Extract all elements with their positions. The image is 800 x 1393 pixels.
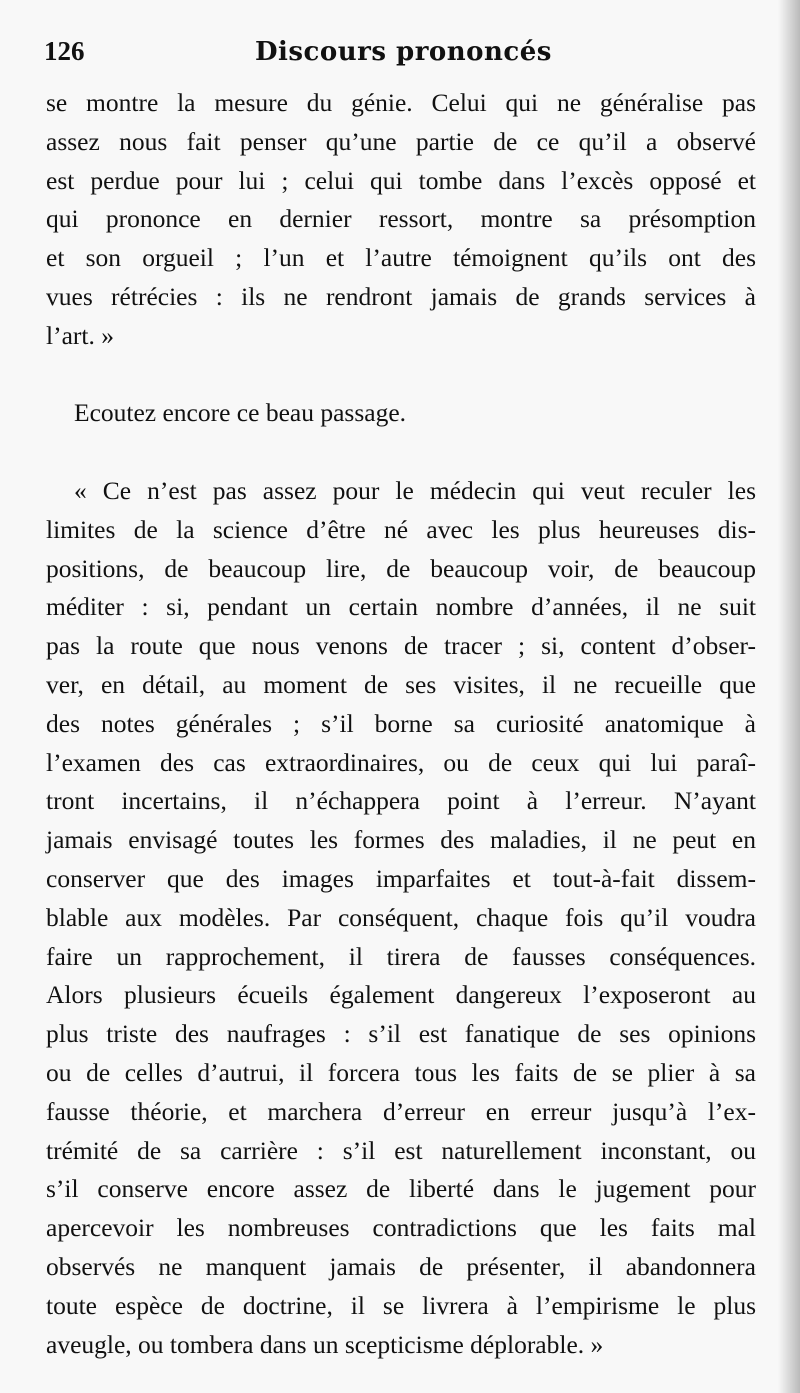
text-line: faire un rapprochement, il tirera de fausses conséquences. (46, 941, 756, 971)
paragraph-2 (46, 394, 756, 433)
text-line: vues rétrécies : ils ne rendront jamais de grands services à (46, 281, 756, 311)
page-edge-shadow (778, 0, 800, 1393)
text-line: assez nous fait penser qu’une partie de ce qu’il a observé (46, 126, 756, 156)
text-line: aveugle, ou tombera dans un scepticisme déplorable. » (46, 1329, 604, 1359)
text-line: l’examen des cas extraordinaires, ou de ceux qui lui paraî- (46, 747, 756, 777)
text-line: apercevoir les nombreuses contradictions que les faits mal (46, 1213, 756, 1243)
text-line: jamais envisagé toutes les formes des maladies, il ne peut en (46, 825, 756, 855)
page-number: 126 (44, 36, 85, 66)
text-line: limites de la science d’être né avec les plus heureuses dis- (46, 514, 756, 544)
text-line: observés ne manquent jamais de présenter, il abandonnera (46, 1251, 756, 1281)
running-head: Discours prononcés (255, 37, 552, 67)
paragraph-1 (46, 84, 756, 356)
text-line: qui prononce en dernier ressort, montre sa présomption (46, 204, 756, 234)
page-header (44, 30, 744, 80)
text-line: ver, en détail, au moment de ses visites, il ne recueille que (46, 669, 756, 699)
paragraph-gap (46, 433, 756, 472)
text-line: pas la route que nous venons de tracer ; si, content d’obser- (46, 631, 756, 661)
text-line: fausse théorie, et marchera d’erreur en erreur jusqu’à l’ex- (46, 1096, 756, 1126)
text-line: s’il conserve encore assez de liberté dans le jugement pour (46, 1174, 756, 1204)
text-line: et son orgueil ; l’un et l’autre témoignent qu’ils ont des (46, 243, 756, 273)
paragraph-3 (46, 472, 756, 1364)
text-line: méditer : si, pendant un certain nombre d’années, il ne suit (46, 592, 756, 622)
text-line: est perdue pour lui ; celui qui tombe dans l’excès opposé et (46, 165, 756, 195)
text-line: trémité de sa carrière : s’il est naturellement inconstant, ou (46, 1135, 756, 1165)
text-line: conserver que des images imparfaites et tout-à-fait dissem- (46, 863, 756, 893)
text-line: se montre la mesure du génie. Celui qui ne généralise pas (46, 88, 756, 117)
paragraph-gap (46, 356, 756, 395)
text-line: tront incertains, il n’échappera point à l’erreur. N’ayant (46, 786, 756, 816)
body-text (46, 84, 756, 1364)
text-line: blable aux modèles. Par conséquent, chaque fois qu’il voudra (46, 902, 756, 932)
text-line: « Ce n’est pas assez pour le médecin qui veut reculer les (74, 475, 756, 505)
text-line: toute espèce de doctrine, il se livrera à l’empirisme le plus (46, 1290, 756, 1320)
text-line: ou de celles d’autrui, il forcera tous les faits de se plier à sa (46, 1057, 756, 1087)
text-line: l’art. » (46, 320, 114, 350)
text-line: positions, de beaucoup lire, de beaucoup voir, de beaucoup (46, 553, 756, 583)
text-line: Ecoutez encore ce beau passage. (74, 398, 407, 428)
text-line: Alors plusieurs écueils également dangereux l’exposeront au (46, 980, 756, 1010)
text-line: des notes générales ; s’il borne sa curiosité anatomique à (46, 708, 756, 738)
text-line: plus triste des naufrages : s’il est fanatique de ses opinions (46, 1019, 756, 1049)
